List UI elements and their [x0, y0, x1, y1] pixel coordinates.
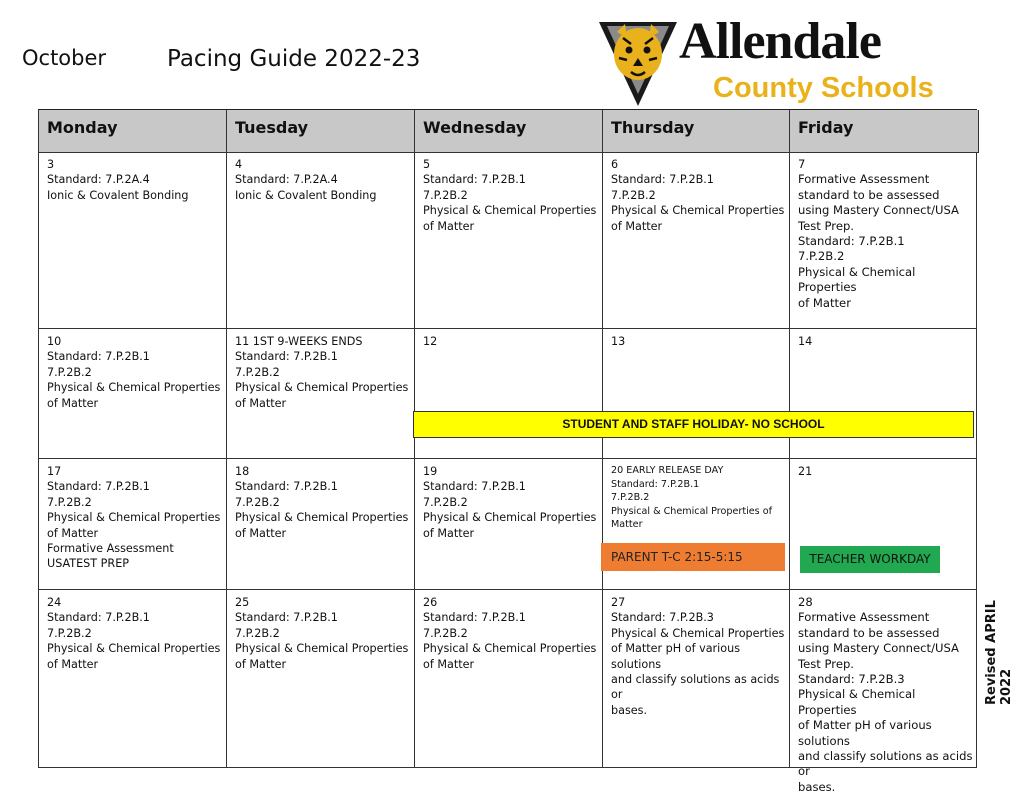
day-header-friday: Friday: [789, 110, 979, 153]
day-cell: 13: [602, 329, 789, 459]
school-logo: [597, 14, 957, 110]
day-cell: 11 1ST 9-WEEKS ENDS Standard: 7.P.2B.1 7.P.2B.2 Physical & Chemical Properties of Matter: [226, 329, 414, 459]
day-cell: 7 Formative Assessment standard to be assessed using Mastery Connect/USA Test Prep. Standard: 7.P.2B.1 7.P.2B.2 Physical & Chemical Properties of Matter: [789, 152, 977, 329]
day-cell: 25 Standard: 7.P.2B.1 7.P.2B.2 Physical & Chemical Properties of Matter: [226, 590, 414, 768]
day-cell: 24 Standard: 7.P.2B.1 7.P.2B.2 Physical & Chemical Properties of Matter: [38, 590, 226, 768]
day-cell: 18 Standard: 7.P.2B.1 7.P.2B.2 Physical & Chemical Properties of Matter: [226, 459, 414, 590]
day-cell: 21: [789, 459, 977, 590]
day-cell: 27 Standard: 7.P.2B.3 Physical & Chemical Properties of Matter pH of various solutions and classify solutions as acids or bases.: [602, 590, 789, 768]
month-label: October: [22, 46, 107, 70]
day-cell: 6 Standard: 7.P.2B.1 7.P.2B.2 Physical & Chemical Properties of Matter: [602, 152, 789, 329]
day-cell: 14: [789, 329, 977, 459]
tiger-icon: [597, 14, 679, 110]
day-cell: 3 Standard: 7.P.2A.4 Ionic & Covalent Bonding: [38, 152, 226, 329]
day-header-thursday: Thursday: [602, 110, 790, 153]
logo-subtitle: County Schools: [713, 72, 934, 104]
day-cell: 17 Standard: 7.P.2B.1 7.P.2B.2 Physical & Chemical Properties of Matter Formative Assessment USATEST PREP: [38, 459, 226, 590]
revised-note: Revised APRIL 2022: [984, 600, 1014, 705]
day-header-tuesday: Tuesday: [226, 110, 415, 153]
logo-name: Allendale: [679, 13, 881, 70]
day-cell: 26 Standard: 7.P.2B.1 7.P.2B.2 Physical & Chemical Properties of Matter: [414, 590, 602, 768]
day-cell: 28 Formative Assessment standard to be assessed using Mastery Connect/USA Test Prep. Standard: 7.P.2B.3 Physical & Chemical Properties of Matter pH of various solutions and classify solutions as acids or bases.: [789, 590, 977, 768]
day-cell: 19 Standard: 7.P.2B.1 7.P.2B.2 Physical & Chemical Properties of Matter: [414, 459, 602, 590]
day-cell: 20 EARLY RELEASE DAY Standard: 7.P.2B.1 7.P.2B.2 Physical & Chemical Properties of Matter: [602, 459, 789, 590]
day-cell: 12: [414, 329, 602, 459]
day-header-monday: Monday: [38, 110, 227, 153]
day-cell: 4 Standard: 7.P.2A.4 Ionic & Covalent Bonding: [226, 152, 414, 329]
parent-conference-banner: PARENT T-C 2:15-5:15: [601, 543, 785, 571]
page-title: Pacing Guide 2022-23: [167, 46, 421, 72]
day-cell: 10 Standard: 7.P.2B.1 7.P.2B.2 Physical & Chemical Properties of Matter: [38, 329, 226, 459]
day-header-wednesday: Wednesday: [414, 110, 603, 153]
day-cell: 5 Standard: 7.P.2B.1 7.P.2B.2 Physical & Chemical Properties of Matter: [414, 152, 602, 329]
teacher-workday-banner: TEACHER WORKDAY: [800, 546, 940, 573]
holiday-banner: STUDENT AND STAFF HOLIDAY- NO SCHOOL: [413, 411, 974, 438]
